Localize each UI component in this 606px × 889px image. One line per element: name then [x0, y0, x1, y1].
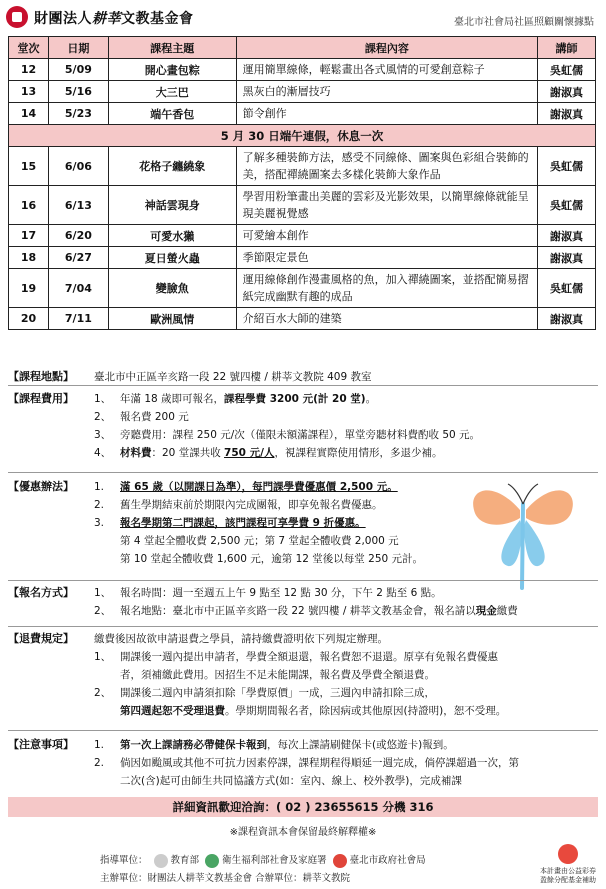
cell-topic: 歐洲風情 [108, 308, 236, 330]
mohw-logo-icon [205, 854, 219, 868]
cell-no: 18 [9, 247, 49, 269]
header-session: 堂次 [9, 37, 49, 59]
table-row [9, 225, 596, 247]
discount-line-2: 2. 舊生學期結束前於期限內完成團報，即享免報名費優惠。 [94, 499, 383, 511]
butterfly-body [522, 504, 523, 588]
lottery-logo-icon [558, 844, 578, 864]
register-line-2: 2、 報名地點：臺北市中正區辛亥路一段 22 號四樓 / 耕莘文教基金會，報名請以現金繳費 [94, 605, 518, 617]
refund-intro: 繳費後因故欲申請退費之學員，請持繳費證明依下列規定辦理。 [94, 633, 388, 645]
org-suffix: 文教基金會 [121, 11, 194, 27]
cell-content: 節令創作 [236, 103, 537, 125]
cell-teacher: 吳虹儒 [538, 269, 596, 308]
lottery-note: 本計畫由公益彩券盈餘分配基金補助 [538, 844, 598, 885]
taipei-logo-icon [333, 854, 347, 868]
discount-body [94, 478, 464, 568]
cell-teacher: 謝淑真 [538, 81, 596, 103]
notes-line-2b: 二次(含)起可由師生共同協議方式(如：室內、線上、校外教學)，完成補課 [120, 775, 462, 787]
cell-topic: 端午香包 [108, 103, 236, 125]
cell-teacher: 謝淑真 [538, 225, 596, 247]
fees-line-2: 2、 報名費 200 元 [94, 411, 189, 423]
divider [8, 385, 598, 386]
cell-no: 15 [9, 147, 49, 186]
cell-teacher: 謝淑真 [538, 308, 596, 330]
cell-no: 13 [9, 81, 49, 103]
refund-line-1: 1、 開課後一週內提出申請者，學費全額退還，報名費恕不退還。原享有免報名費優惠 [94, 651, 498, 663]
contact-info: 詳細資訊歡迎洽詢：( 02 ) 23655615 分機 316 [8, 797, 598, 817]
cell-content: 運用線條創作漫畫風格的魚，加入禪繞圖案，並搭配簡易摺紙完成幽默有趣的成品 [236, 269, 537, 308]
host-units: 主辦單位：財團法人耕莘文教基金會 合辦單位：耕莘文教院 [100, 873, 351, 884]
guide-mohw: 衛生福利部社會及家庭署 [222, 855, 327, 866]
cell-content: 學習用粉筆畫出美麗的雲彩及光影效果，以簡單線條就能呈現美麗視覺感 [236, 186, 537, 225]
cell-teacher: 吳虹儒 [538, 147, 596, 186]
table-row [9, 247, 596, 269]
cell-topic: 花格子纏繞象 [108, 147, 236, 186]
cell-no: 19 [9, 269, 49, 308]
location-text: 臺北市中正區辛亥路一段 22 號四樓 / 耕莘文教院 409 教室 [94, 371, 372, 383]
notes-label: 【注意事項】 [8, 738, 74, 751]
notes-line-2: 2. 倘因如颱風或其他不可抗力因素停課，課程期程得順延一週完成，倘停課超過一次，第 [94, 757, 519, 769]
cell-teacher: 謝淑真 [538, 103, 596, 125]
cell-teacher: 吳虹儒 [538, 186, 596, 225]
divider [8, 626, 598, 627]
discount-sub-1: 第 4 堂起全體收費 2,500 元；第 7 堂起全體收費 2,000 元 [120, 535, 399, 547]
cell-content: 季節限定景色 [236, 247, 537, 269]
cell-date: 5/09 [48, 59, 108, 81]
header-note: 臺北市社會局社區照顧關懷據點 [454, 17, 594, 28]
cell-topic: 開心畫包粽 [108, 59, 236, 81]
discount-sub-2: 第 10 堂起全體收費 1,600 元，逾第 12 堂後以每堂 250 元計。 [120, 553, 424, 565]
cell-topic: 神話雲現身 [108, 186, 236, 225]
cell-date: 5/23 [48, 103, 108, 125]
guide-label: 指導單位： [100, 855, 148, 866]
table-row [9, 147, 596, 186]
fees-line-3: 3、 旁聽費用：課程 250 元/次（僅限未額滿課程），單堂旁聽材料費酌收 50 元。 [94, 429, 481, 441]
cell-content: 可愛繪本創作 [236, 225, 537, 247]
refund-label: 【退費規定】 [8, 632, 74, 645]
refund-line-2: 2、 開課後二週內申請須扣除「學費原價」一成，三週內申請扣除三成， [94, 687, 435, 699]
cell-no: 12 [9, 59, 49, 81]
header-date: 日期 [48, 37, 108, 59]
register-label: 【報名方式】 [8, 586, 74, 599]
butterfly-wing-left [473, 490, 520, 524]
divider [8, 730, 598, 731]
cell-no: 16 [9, 186, 49, 225]
moe-logo-icon [154, 854, 168, 868]
org-prefix: 財團法人 [34, 11, 92, 27]
org-brand: 耕莘 [92, 11, 121, 27]
table-row [9, 103, 596, 125]
holiday-notice: 5 月 30 日端午連假，休息一次 [9, 125, 596, 147]
butterfly-antennae [508, 484, 538, 504]
discount-line-1: 1. 滿 65 歲（以開課日為準），每門課學費優惠價 2,500 元。 [94, 481, 398, 493]
cell-content: 了解多種裝飾方法，感受不同線條、圖案與色彩組合裝飾的美，搭配禪繞圖案去多樣化裝飾大象作品 [236, 147, 537, 186]
register-section [8, 584, 598, 626]
notes-section [8, 736, 598, 794]
discount-label: 【優惠辦法】 [8, 480, 74, 493]
header-topic: 課程主題 [108, 37, 236, 59]
fees-body [94, 390, 594, 462]
cell-topic: 夏日螢火蟲 [108, 247, 236, 269]
cell-teacher: 吳虹儒 [538, 59, 596, 81]
reserve-notice: ※課程資訊本會保留最終解釋權※ [229, 827, 377, 838]
cell-teacher: 謝淑真 [538, 247, 596, 269]
cell-content: 黑灰白的漸層技巧 [236, 81, 537, 103]
butterfly-wing-right [526, 490, 573, 524]
notes-line-1: 1. 第一次上課請務必帶健保卡報到，每次上課請刷健保卡(或悠遊卡)報到。 [94, 739, 454, 751]
foundation-logo [6, 6, 28, 28]
register-body [94, 584, 594, 620]
guide-moe: 教育部 [170, 855, 200, 866]
table-row [9, 269, 596, 308]
cell-date: 5/16 [48, 81, 108, 103]
cell-no: 17 [9, 225, 49, 247]
table-row [9, 308, 596, 330]
schedule-table [8, 36, 596, 330]
header-content: 課程內容 [236, 37, 537, 59]
cell-topic: 變臉魚 [108, 269, 236, 308]
fees-line-1: 1、 年滿 18 歲即可報名，課程學費 3200 元(計 20 堂)。 [94, 393, 377, 405]
table-row [9, 81, 596, 103]
table-header-row [9, 37, 596, 59]
table-row [9, 59, 596, 81]
cell-content: 運用簡單線條，輕鬆畫出各式風情的可愛創意粽子 [236, 59, 537, 81]
org-name [34, 8, 194, 28]
cell-date: 7/04 [48, 269, 108, 308]
holiday-row [9, 125, 596, 147]
guide-taipei: 臺北市政府社會局 [349, 855, 426, 866]
cell-no: 14 [9, 103, 49, 125]
location-label: 【課程地點】 [8, 370, 74, 383]
refund-body [94, 630, 594, 720]
refund-line-1b: 者，須補繳此費用。因招生不足未能開課，報名費及學費全額退費。 [120, 669, 435, 681]
cell-date: 7/11 [48, 308, 108, 330]
refund-line-2b: 第四週起恕不受理退費。學期期間報名者，除因病或其他原因(持證明)，恕不受理。 [120, 705, 507, 717]
cell-no: 20 [9, 308, 49, 330]
table-row [9, 186, 596, 225]
fees-section [8, 390, 598, 472]
cell-topic: 大三巴 [108, 81, 236, 103]
page-footer [0, 842, 606, 889]
notes-body [94, 736, 594, 790]
register-line-1: 1、 報名時間：週一至週五上午 9 點至 12 點 30 分，下午 2 點至 6 點。 [94, 587, 442, 599]
cell-date: 6/20 [48, 225, 108, 247]
divider [8, 580, 598, 581]
fees-label: 【課程費用】 [8, 392, 74, 405]
fees-line-4: 4、 材料費：20 堂課共收 750 元/人，視課程實際使用情形，多退少補。 [94, 447, 443, 459]
discount-line-3: 3. 報名學期第二門課起，該門課程可享學費 9 折優惠。 [94, 517, 366, 529]
cell-content: 介紹百水大師的建築 [236, 308, 537, 330]
cell-date: 6/27 [48, 247, 108, 269]
cell-date: 6/06 [48, 147, 108, 186]
cell-topic: 可愛水獺 [108, 225, 236, 247]
refund-section [8, 630, 598, 730]
header-teacher: 講師 [538, 37, 596, 59]
page-header [0, 0, 606, 34]
cell-date: 6/13 [48, 186, 108, 225]
guide-units [100, 852, 426, 868]
